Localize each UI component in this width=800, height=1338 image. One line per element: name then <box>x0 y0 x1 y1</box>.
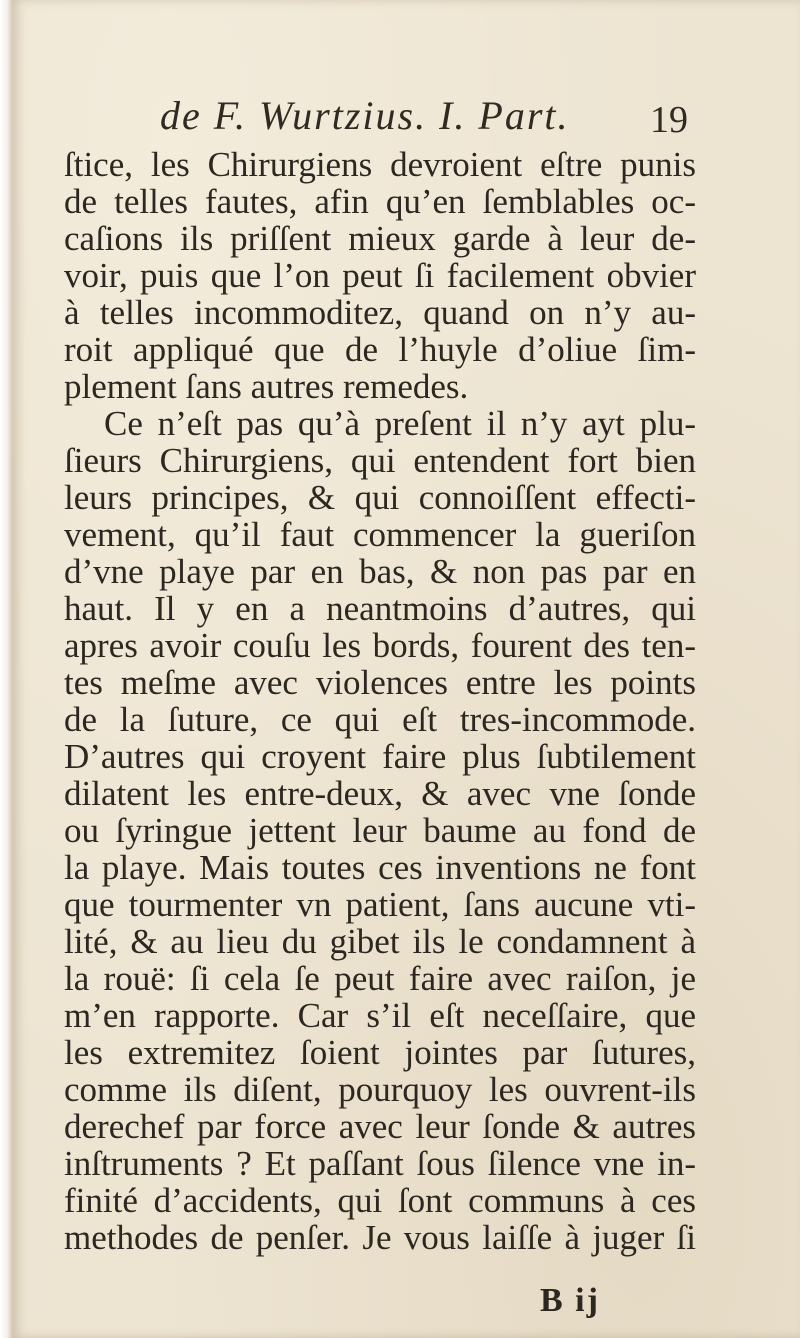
text-line: roit appliqué que de l’huyle d’oliue ſim- <box>64 330 696 369</box>
text-line: derechef par force avec leur ſonde & autres <box>64 1107 696 1146</box>
signature-mark: B ij <box>540 1282 600 1319</box>
text-line: voir, puis que l’on peut ſi facilement obvier <box>64 256 696 295</box>
text-line: finité d’accidents, qui ſont communs à ces <box>64 1181 696 1220</box>
text-line: haut. Il y en a neantmoins d’autres, qui <box>64 589 696 628</box>
running-head: de F. Wurtzius. I. Part. <box>160 93 570 138</box>
text-line: de telles fautes, afin qu’en ſemblables oc- <box>64 182 696 221</box>
text-line: ſieurs Chirurgiens, qui entendent fort bien <box>64 441 696 480</box>
text-line: la rouë: ſi cela ſe peut faire avec raiſon, je <box>64 959 696 998</box>
text-line: leurs principes, & qui connoiſſent effecti- <box>64 478 696 517</box>
page-number: 19 <box>650 99 688 141</box>
text-line: dilatent les entre-deux, & avec vne ſonde <box>64 774 696 813</box>
text-line: m’en rapporte. Car s’il eſt neceſſaire, que <box>64 996 696 1035</box>
text-line: ſtice, les Chirurgiens devroient eſtre punis <box>64 145 696 184</box>
text-line: lité, & au lieu du gibet ils le condamnent à <box>64 922 696 961</box>
text-line: que tourmenter vn patient, ſans aucune vti- <box>64 885 696 924</box>
text-line: la playe. Mais toutes ces inventions ne font <box>64 848 696 887</box>
text-line: tes meſme avec violences entre les points <box>64 663 696 702</box>
text-line: les extremitez ſoient jointes par ſutures, <box>64 1033 696 1072</box>
text-line: de la ſuture, ce qui eſt tres-incommode. <box>64 700 696 739</box>
text-line: plement ſans autres remedes. <box>64 367 469 406</box>
text-line: ou ſyringue jettent leur baume au fond de <box>64 811 696 850</box>
text-line: caſions ils priſſent mieux garde à leur de- <box>64 219 696 258</box>
text-line: inſtruments ? Et paſſant ſous ſilence vne in- <box>64 1144 696 1183</box>
text-line: d’vne playe par en bas, & non pas par en <box>64 552 696 591</box>
body-text <box>64 146 696 1256</box>
text-line: Ce n’eſt pas qu’à preſent il n’y ayt plu- <box>104 404 696 443</box>
text-line: apres avoir couſu les bords, fourent des ten- <box>64 626 696 665</box>
page-edge <box>0 0 12 1338</box>
text-line: à telles incommoditez, quand on n’y au- <box>64 293 696 332</box>
text-line: D’autres qui croyent faire plus ſubtilement <box>64 737 696 776</box>
book-page <box>12 0 800 1338</box>
text-line: methodes de penſer. Je vous laiſſe à juger ſi <box>64 1218 696 1257</box>
text-line: vement, qu’il faut commencer la gueriſon <box>64 515 696 554</box>
text-line: comme ils diſent, pourquoy les ouvrent-ils <box>64 1070 696 1109</box>
